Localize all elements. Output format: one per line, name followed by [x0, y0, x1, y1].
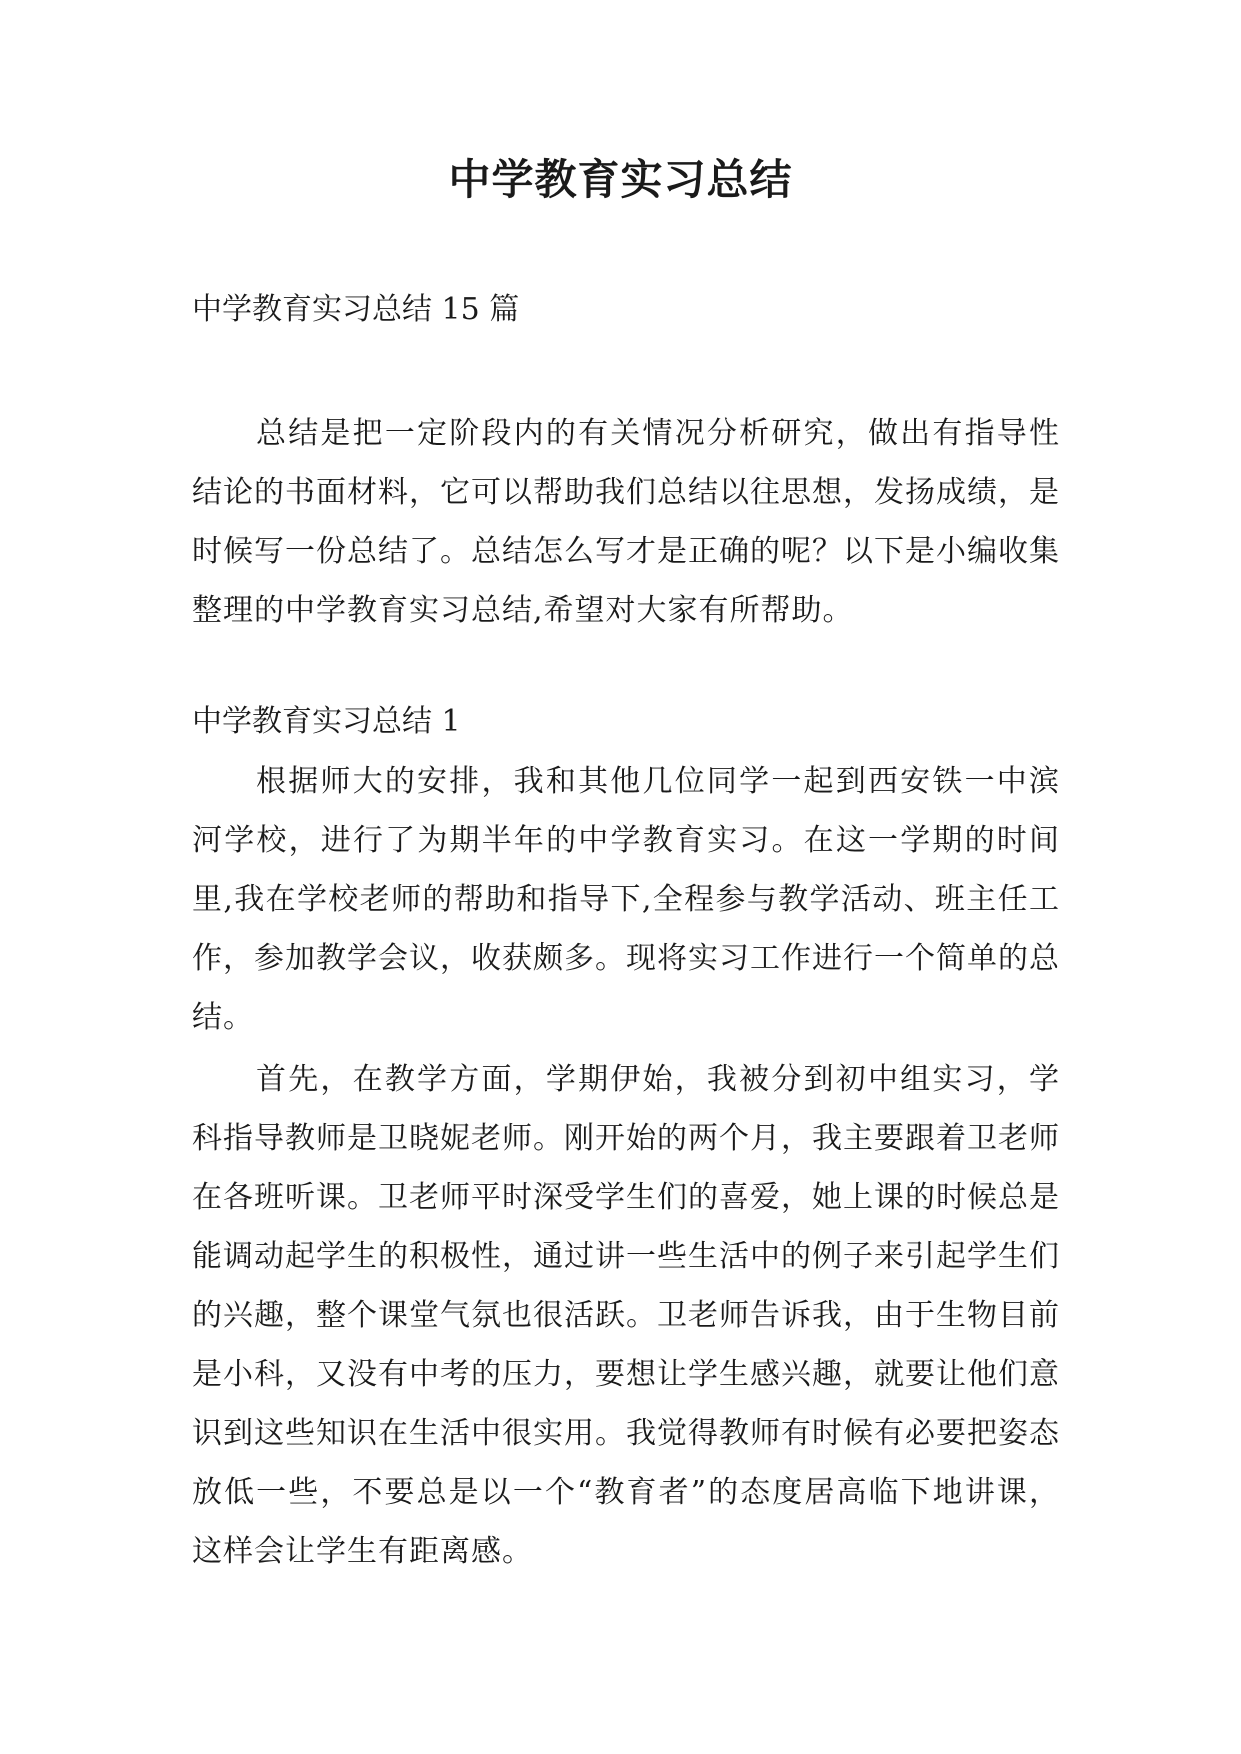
document-title: 中学教育实习总结	[448, 155, 793, 204]
body-paragraph: 首先，在教学方面，学期伊始，我被分到初中组实习，学科指导教师是卫晓妮老师。刚开始的两个月，我主要跟着卫老师在各班听课。卫老师平时深受学生们的喜爱，她上课的时候总是能调动起学生的积极性，通过讲一些生活中的例子来引起学生们的兴趣，整个课堂气氛也很活跃。卫老师告诉我，由于生物目前是小科，又没有中考的压力，要想让学生感兴趣，就要让他们意识到这些知识在生活中很实用。我觉得教师有时候有必要把姿态放低一些，不要总是以一个“教育者”的态度居高临下地讲课，这样会让学生有距离感。	[192, 1062, 1060, 1569]
document-subtitle: 中学教育实习总结 15 篇	[192, 292, 520, 327]
section-heading: 中学教育实习总结 1	[192, 704, 461, 739]
intro-paragraph: 总结是把一定阶段内的有关情况分析研究，做出有指导性结论的书面材料，它可以帮助我们总结以往思想，发扬成绩，是时候写一份总结了。总结怎么写才是正确的呢？以下是小编收集整理的中学教育实习总结,希望对大家有所帮助。	[192, 416, 1060, 628]
body-paragraph: 根据师大的安排，我和其他几位同学一起到西安铁一中滨河学校，进行了为期半年的中学教育实习。在这一学期的时间里,我在学校老师的帮助和指导下,全程参与教学活动、班主任工作，参加教学会议，收获颇多。现将实习工作进行一个简单的总结。	[192, 764, 1060, 1035]
